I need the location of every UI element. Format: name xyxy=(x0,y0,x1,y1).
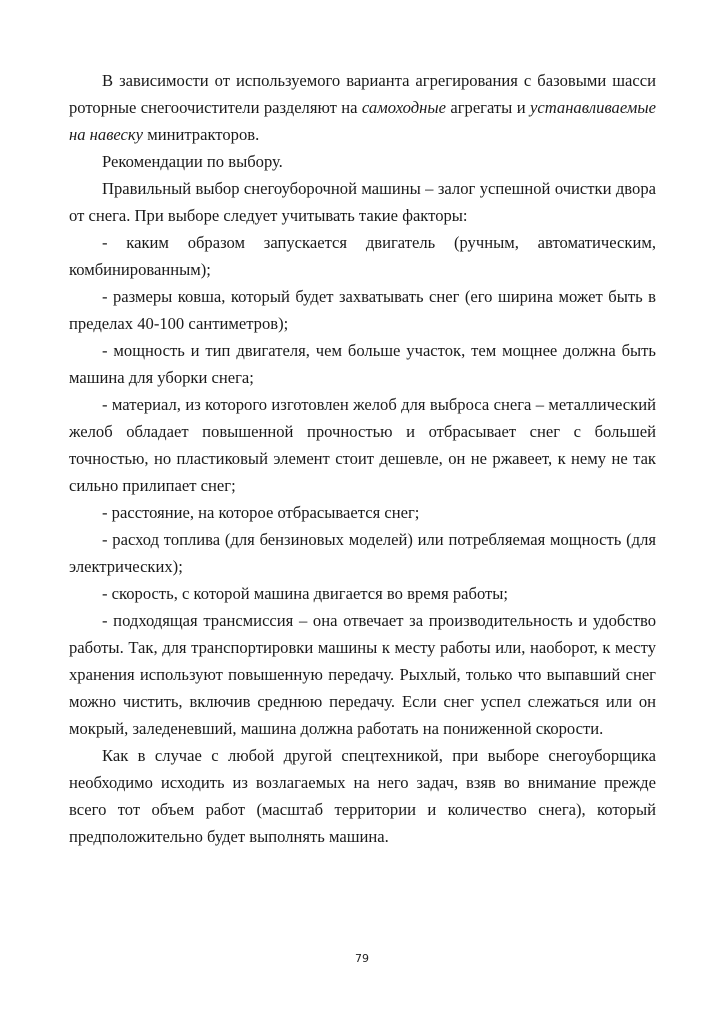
paragraph-recommendations: Рекомендации по выбору. xyxy=(102,152,283,171)
paragraph-conclusion: Как в случае с любой другой спецтехникой, при выборе снегоуборщика необходимо исходить из возлагаемых на него задач, взяв во внимание прежде всего тот объем работ (масштаб территории и количество снега), который предположительно будет выполнять машина. xyxy=(69,746,656,846)
list-item-fuel-consumption: - расход топлива (для бензиновых моделей) или потребляемая мощность (для электрических); xyxy=(69,530,656,576)
paragraph-intro: В зависимости от используемого варианта агрегирования с базовыми шасси роторные снегоочистители разделяют на самоходные агрегаты и устанавливаемые на навеску минитракторов. xyxy=(69,71,656,144)
list-item-throw-distance: - расстояние, на которое отбрасывается снег; xyxy=(102,503,420,522)
document-body xyxy=(69,67,656,850)
list-item-engine-power: - мощность и тип двигателя, чем больше участок, тем мощнее должна быть машина для уборки снега; xyxy=(69,341,656,387)
list-item-speed: - скорость, с которой машина двигается во время работы; xyxy=(102,584,509,603)
list-item-chute-material: - материал, из которого изготовлен желоб для выброса снега – металлический желоб обладает повышенной прочностью и отбрасывает снег с большей точностью, но пластиковый элемент стоит дешевле, он не ржавеет, к нему не так сильно прилипает снег; xyxy=(69,395,656,495)
emphasis-mounted: устанавливаемые на навеску xyxy=(69,98,656,144)
list-item-engine-start: - каким образом запускается двигатель (ручным, автоматическим, комбинированным); xyxy=(69,233,656,279)
emphasis-self-propelled: самоходные xyxy=(361,98,446,117)
page-number: 79 xyxy=(355,952,369,965)
paragraph-choice: Правильный выбор снегоуборочной машины – залог успешной очистки двора от снега. При выборе следует учитывать такие факторы: xyxy=(69,179,656,225)
list-item-transmission: - подходящая трансмиссия – она отвечает за производительность и удобство работы. Так, для транспортировки машины к месту работы или, наоборот, к месту хранения используют повышенную передачу. Рыхлый, только что выпавший снег можно чистить, включив среднюю передачу. Если снег успел слежаться или он мокрый, заледеневший, машина должна работать на пониженной скорости. xyxy=(69,611,656,738)
list-item-bucket-size: - размеры ковша, который будет захватывать снег (его ширина может быть в пределах 40-100 сантиметров); xyxy=(69,287,656,333)
